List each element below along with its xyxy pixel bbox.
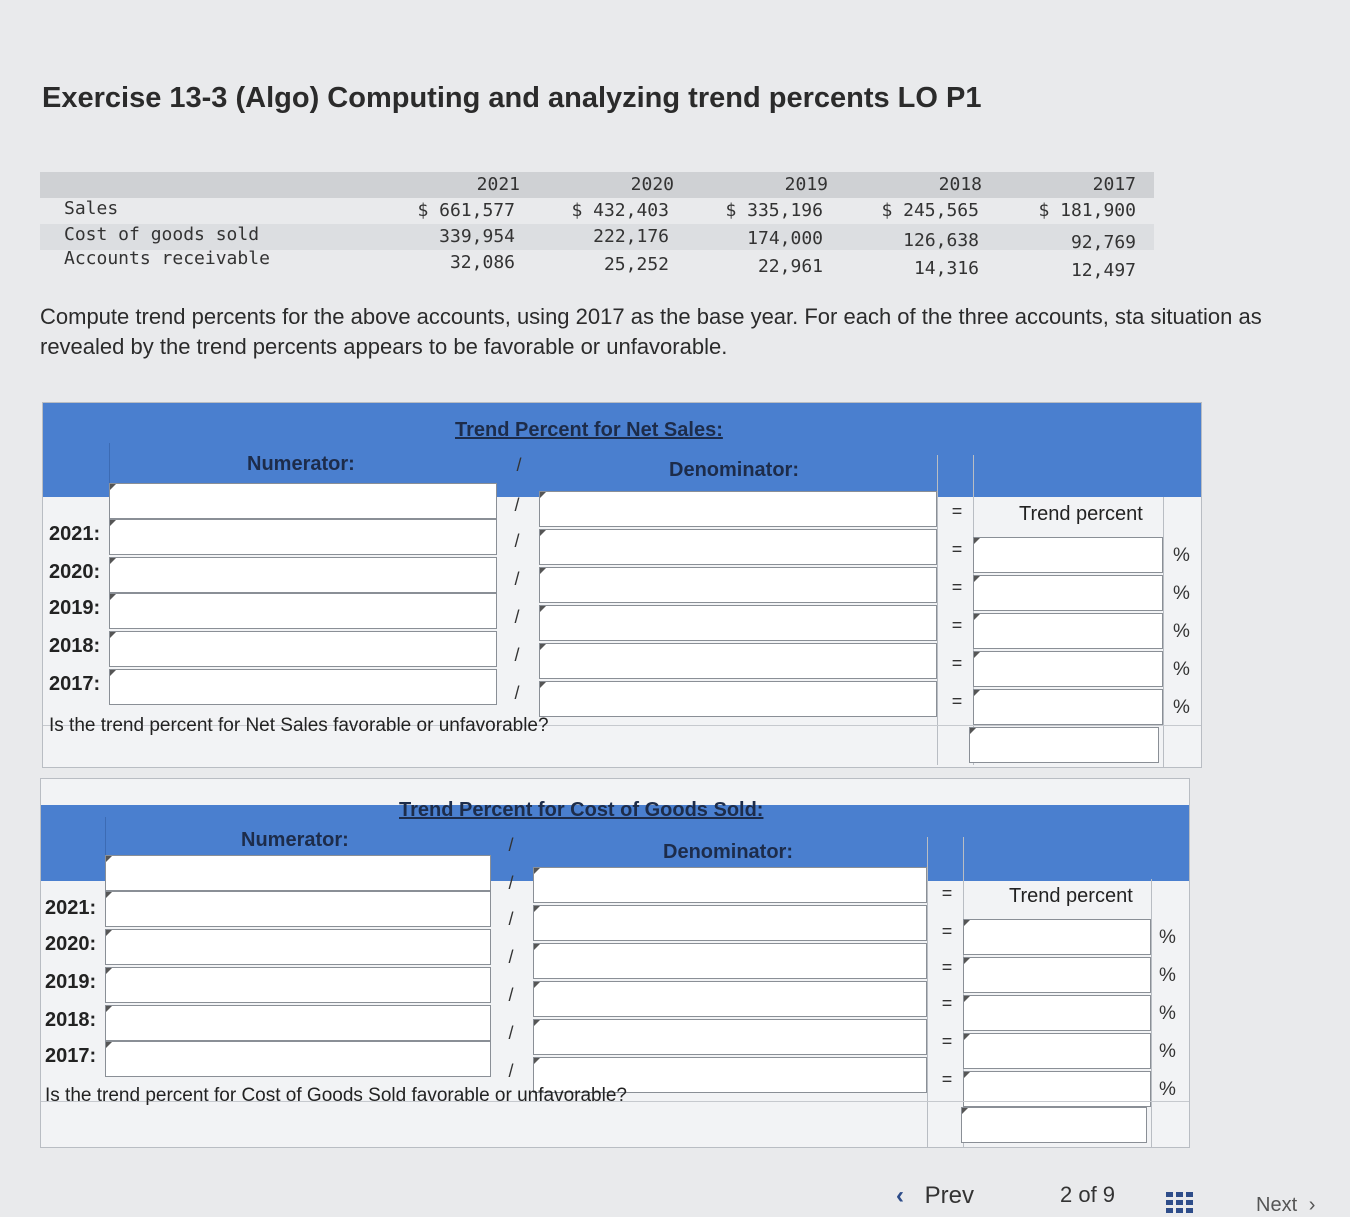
exercise-title: Exercise 13-3 (Algo) Computing and analyzing trend percents LO P1 (42, 82, 982, 114)
prev-button[interactable] (896, 1182, 974, 1210)
denominator-input-2017[interactable] (539, 681, 937, 717)
chevron-left-icon: ‹ (896, 1182, 904, 1209)
denominator-header: Denominator: (663, 841, 793, 863)
year-label-2020: 2020: (49, 561, 101, 583)
percent-sign: % (1159, 965, 1176, 986)
row-label-cogs: Cost of goods sold (64, 224, 260, 245)
equals-symbol: = (941, 1031, 953, 1051)
numerator-header: Numerator: (241, 829, 349, 851)
favorability-select[interactable] (961, 1107, 1147, 1143)
year-label-2021: 2021: (45, 897, 97, 919)
equals-symbol: = (951, 691, 963, 711)
percent-sign: % (1159, 927, 1176, 948)
denominator-header-input[interactable] (539, 491, 937, 527)
favorability-question: Is the trend percent for Net Sales favorable or unfavorable? (49, 715, 549, 736)
cogs-trend-table (40, 778, 1190, 1148)
divide-symbol: / (514, 569, 520, 589)
cogs-value: 92,769 (1070, 232, 1136, 253)
equals-symbol: = (941, 993, 953, 1013)
ar-value: 32,086 (449, 252, 515, 273)
year-label-2017: 2017: (49, 673, 101, 695)
table-title: Trend Percent for Cost of Goods Sold: (399, 799, 764, 821)
percent-sign: % (1159, 1041, 1176, 1062)
percent-sign: % (1173, 659, 1190, 680)
numerator-header: Numerator: (247, 453, 355, 475)
equals-symbol: = (941, 957, 953, 977)
numerator-input-2021[interactable] (109, 519, 497, 555)
trend-percent-input-2017[interactable] (973, 689, 1163, 725)
year-header: 2018 (938, 174, 982, 195)
sales-value: $ 181,900 (1038, 200, 1136, 221)
cogs-value: 126,638 (903, 230, 979, 251)
cogs-value: 222,176 (593, 226, 669, 247)
denominator-input-2021[interactable] (533, 905, 927, 941)
equals-symbol: = (941, 921, 953, 941)
sales-value: $ 335,196 (725, 200, 823, 221)
year-label-2018: 2018: (49, 635, 101, 657)
trend-percent-input-2021[interactable] (963, 919, 1151, 955)
year-label-2018: 2018: (45, 1009, 97, 1031)
divide-symbol: / (514, 495, 520, 515)
year-header: 2020 (630, 174, 674, 195)
equals-symbol: = (941, 883, 953, 903)
numerator-header-input[interactable] (109, 483, 497, 519)
trend-percent-input-2021[interactable] (973, 537, 1163, 573)
numerator-input-2019[interactable] (105, 967, 491, 1003)
ar-value: 22,961 (757, 256, 823, 277)
year-label-2017: 2017: (45, 1045, 97, 1067)
ar-value: 12,497 (1070, 260, 1136, 281)
prev-label: Prev (924, 1182, 975, 1209)
page-indicator: 2 of 9 (1060, 1182, 1116, 1207)
divide-symbol: / (508, 873, 514, 893)
percent-sign: % (1173, 697, 1190, 718)
divide-symbol: / (508, 835, 514, 855)
percent-sign: % (1173, 621, 1190, 642)
year-header: 2021 (476, 174, 520, 195)
equals-symbol: = (951, 501, 963, 521)
divide-symbol: / (516, 455, 522, 475)
equals-symbol: = (951, 539, 963, 559)
sales-value: $ 432,403 (571, 200, 669, 221)
divide-symbol: / (514, 531, 520, 551)
numerator-input-2017[interactable] (109, 669, 497, 705)
year-label-2021: 2021: (49, 523, 101, 545)
percent-sign: % (1159, 1003, 1176, 1024)
equals-symbol: = (951, 615, 963, 635)
denominator-input-2020[interactable] (539, 567, 937, 603)
numerator-input-2018[interactable] (109, 631, 497, 667)
year-header: 2017 (1092, 174, 1136, 195)
ar-value: 25,252 (603, 254, 669, 275)
trend-percent-header: Trend percent (1009, 885, 1133, 907)
denominator-input-2018[interactable] (533, 1019, 927, 1055)
denominator-input-2019[interactable] (533, 981, 927, 1017)
favorability-select[interactable] (969, 727, 1159, 763)
instructions: Compute trend percents for the above accounts, using 2017 as the base year. For each of the three accounts, sta situation as revealed by the trend percents appears to be favorable or unfavorable. (40, 304, 1262, 359)
divide-symbol: / (514, 607, 520, 627)
divide-symbol: / (514, 683, 520, 703)
grid-icon[interactable] (1166, 1192, 1194, 1212)
year-label-2020: 2020: (45, 933, 97, 955)
equals-symbol: = (951, 653, 963, 673)
ar-value: 14,316 (913, 258, 979, 279)
denominator-input-2019[interactable] (539, 605, 937, 641)
sales-value: $ 245,565 (881, 200, 979, 221)
trend-percent-input-2020[interactable] (973, 575, 1163, 611)
divide-symbol: / (508, 1023, 514, 1043)
percent-sign: % (1159, 1079, 1176, 1100)
trend-percent-header: Trend percent (1019, 503, 1143, 525)
cogs-value: 339,954 (439, 226, 515, 247)
divide-symbol: / (508, 1061, 514, 1081)
denominator-header: Denominator: (669, 459, 799, 481)
trend-percent-input-2019[interactable] (973, 613, 1163, 649)
numerator-input-2021[interactable] (105, 891, 491, 927)
trend-percent-input-2020[interactable] (963, 957, 1151, 993)
equals-symbol: = (951, 577, 963, 597)
trend-percent-input-2018[interactable] (973, 651, 1163, 687)
year-header: 2019 (784, 174, 828, 195)
given-data-table (40, 172, 1154, 282)
numerator-input-2017[interactable] (105, 1041, 491, 1077)
percent-sign: % (1173, 583, 1190, 604)
net-sales-trend-table (42, 402, 1202, 768)
numerator-input-2020[interactable] (109, 557, 497, 593)
divide-symbol: / (508, 985, 514, 1005)
year-label-2019: 2019: (45, 971, 97, 993)
favorability-question: Is the trend percent for Cost of Goods Sold favorable or unfavorable? (45, 1085, 627, 1106)
trend-percent-input-2018[interactable] (963, 1033, 1151, 1069)
denominator-input-2021[interactable] (539, 529, 937, 565)
divide-symbol: / (508, 947, 514, 967)
numerator-input-2019[interactable] (109, 593, 497, 629)
cogs-value: 174,000 (747, 228, 823, 249)
sales-value: $ 661,577 (417, 200, 515, 221)
year-label-2019: 2019: (49, 597, 101, 619)
trend-percent-input-2019[interactable] (963, 995, 1151, 1031)
next-label: Next (1256, 1194, 1298, 1216)
equals-symbol: = (941, 1069, 953, 1089)
divide-symbol: / (514, 645, 520, 665)
numerator-input-2018[interactable] (105, 1005, 491, 1041)
divide-symbol: / (508, 909, 514, 929)
denominator-input-2020[interactable] (533, 943, 927, 979)
denominator-input-2018[interactable] (539, 643, 937, 679)
numerator-header-input[interactable] (105, 855, 491, 891)
chevron-right-icon: › (1308, 1194, 1316, 1216)
denominator-header-input[interactable] (533, 867, 927, 903)
next-button[interactable] (1256, 1194, 1315, 1217)
percent-sign: % (1173, 545, 1190, 566)
table-title: Trend Percent for Net Sales: (455, 419, 723, 441)
row-label-sales: Sales (64, 198, 119, 219)
numerator-input-2020[interactable] (105, 929, 491, 965)
row-label-ar: Accounts receivable (64, 248, 270, 269)
